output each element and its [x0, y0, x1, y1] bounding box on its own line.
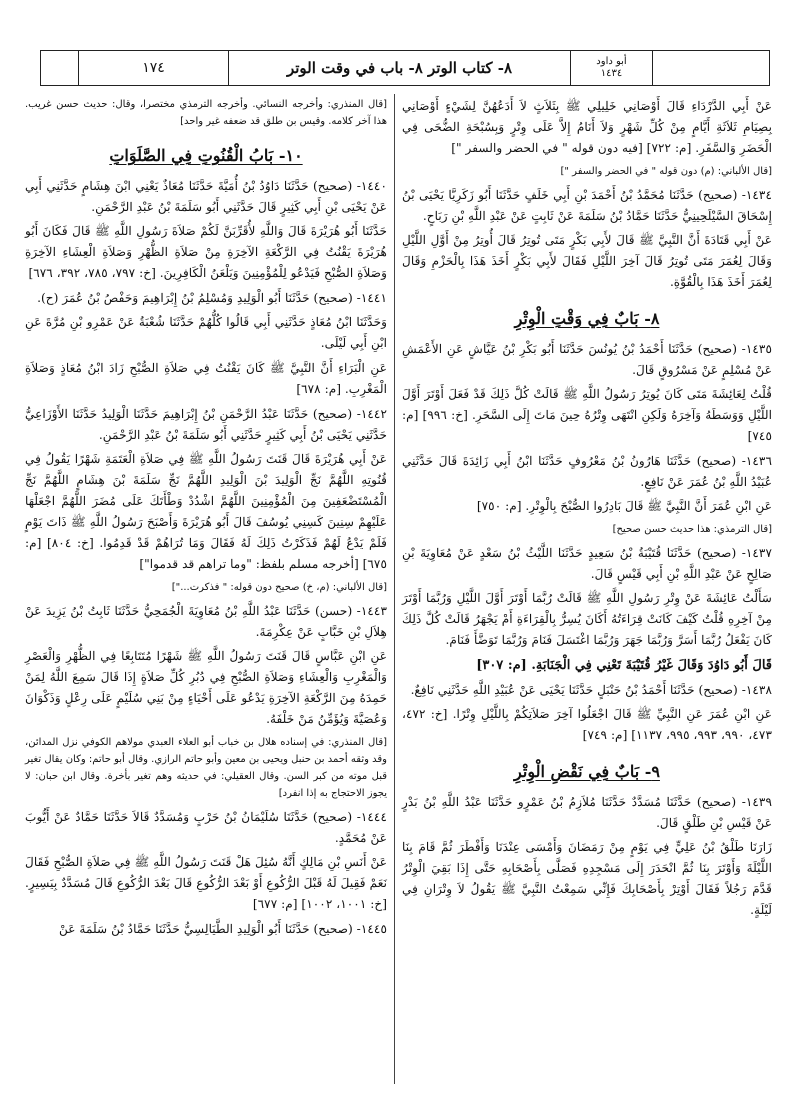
hadith-1442-text: عَنْ أَبِي هُرَيْرَةَ قَالَ قَنَتَ رَسُولُ اللَّهِ ﷺ فِي صَلاَةِ الْعَتَمَةِ شَهْرًا يَقُولُ فِي قُنُوتِهِ اللَّهُمَّ نَجِّ الْوَلِيدَ بْنَ الْوَلِيدِ اللَّهُمَّ نَجِّ سَلَمَةَ بْنَ هِشَامٍ اللَّهُمَّ نَجِّ الْمُسْتَضْعَفِينَ مِنَ الْمُؤْمِنِينَ اللَّهُمَّ اشْدُدْ وَطْأَتَكَ عَلَى مُضَرَ اللَّهُمَّ اجْعَلْهَا عَلَيْهِمْ سِنِينَ كَسِنِي يُوسُفَ قَالَ أَبُو هُرَيْرَةَ وَأَصْبَحَ رَسُولُ اللَّهِ ﷺ ذَاتَ يَوْمٍ فَلَمْ يَدْعُ لَهُمْ فَذَكَرْتُ ذَلِكَ لَهُ فَقَالَ وَمَا تُرَاهُمْ قَدْ قَدِمُوا. [خ: ٨٠٤] [م: ٦٧٥] [أخرجه مسلم بلفظ: "وما تراهم قد قدموا"]	[25, 452, 387, 571]
hadith-1442-isnad: ١٤٤٢- (صحيح) حَدَّثَنَا عَبْدُ الرَّحْمَنِ بْنُ إِبْرَاهِيمَ حَدَّثَنَا الْوَلِيدُ حَدَّثَنَا الأَوْزَاعِيُّ حَدَّثَنِي يَحْيَى بْنُ أَبِي كَثِيرٍ حَدَّثَنِي أَبُو سَلَمَةَ بْنُ عَبْدِ الرَّحْمَنِ.	[25, 407, 387, 442]
hadith-1441-isnad: ١٤٤١- (صحيح) حَدَّثَنَا أَبُو الْوَلِيدِ وَمُسْلِمُ بْنُ إِبْرَاهِيمَ وَحَفْصُ بْنُ عُمَرَ (ح).	[37, 291, 387, 305]
hadith-1437-text: سَأَلْتُ عَائِشَةَ عَنْ وِتْرِ رَسُولِ اللَّهِ ﷺ قَالَتْ رُبَّمَا أَوْتَرَ أَوَّلَ اللَّيْلِ وَرُبَّمَا أَوْتَرَ مِنْ آخِرِهِ قُلْتُ كَيْفَ كَانَتْ قِرَاءَتُهُ أَكَانَ يُسِرُّ بِالْقِرَاءَةِ أَمْ يَجْهَرُ قَالَتْ كُلَّ ذَلِكَ كَانَ يَفْعَلُ رُبَّمَا أَسَرَّ وَرُبَّمَا جَهَرَ وَرُبَّمَا اغْتَسَلَ فَنَامَ وَرُبَّمَا تَوَضَّأَ فَنَامَ.	[402, 591, 772, 647]
hadith-1438-text: عَنِ ابْنِ عُمَرَ عَنِ النَّبِيِّ ﷺ قَالَ اجْعَلُوا آخِرَ صَلاَتِكُمْ بِاللَّيْلِ وِتْرًا. [خ: ٤٧٢، ٤٧٣، ٩٩٠، ٩٩٣، ٩٩٥، ١١٣٧] [م: ٧٤٩]	[402, 707, 772, 742]
right-column	[402, 96, 772, 925]
page-header	[40, 50, 770, 86]
header-blank-left	[41, 51, 79, 85]
hadith-1436-isnad: ١٤٣٦- (صحيح) حَدَّثَنَا هَارُونُ بْنُ مَعْرُوفٍ حَدَّثَنَا ابْنُ أَبِي زَائِدَةَ قَالَ حَدَّثَنِي عُبَيْدُ اللَّهِ بْنُ عُمَرَ عَنْ نَافِعٍ.	[402, 454, 772, 489]
hadith-1435-text: قُلْتُ لِعَائِشَةَ مَتَى كَانَ يُوتِرُ رَسُولُ اللَّهِ ﷺ قَالَتْ كُلَّ ذَلِكَ قَدْ فَعَلَ أَوْتَرَ أَوَّلَ اللَّيْلِ وَوَسَطَهُ وَآخِرَهُ وَلَكِنِ انْتَهَى وِتْرُهُ حِينَ مَاتَ إِلَى السَّحَرِ. [خ: ٩٩٦] [م: ٧٤٥]	[402, 387, 772, 443]
hadith-1434-text: عَنْ أَبِي قَتَادَةَ أَنَّ النَّبِيَّ ﷺ قَالَ لأَبِي بَكْرٍ مَتَى تُوتِرُ قَالَ أُوتِرُ مِنْ أَوَّلِ اللَّيْلِ وَقَالَ لِعُمَرَ مَتَى تُوتِرُ قَالَ آخِرَ اللَّيْلِ فَقَالَ لأَبِي بَكْرٍ أَخَذَ هَذَا بِالْحَزْمِ وَقَالَ لِعُمَرَ أَخَذَ هَذَا بِالْقُوَّةِ.	[402, 233, 772, 289]
abu-dawud-remark: قَالَ أَبُو دَاوُدَ وَقَالَ غَيْرُ قُتَيْبَةَ تَعْنِي فِي الْجَنَابَةِ. [م: ٣٠٧]	[476, 658, 772, 673]
hadith-1436-text: عَنِ ابْنِ عُمَرَ أَنَّ النَّبِيَّ ﷺ قَالَ بَادِرُوا الصُّبْحَ بِالْوِتْرِ. [م: ٧٥٠]	[476, 499, 772, 513]
chapter-heading-10: ١٠- بَابُ الْقُنُوتِ فِي الصَّلَوَاتِ	[109, 146, 303, 165]
header-author-block	[571, 51, 653, 85]
book-title: ٨- كتاب الوتر ٨- باب في وقت الوتر	[229, 51, 571, 85]
hadith-1443-text: عَنِ ابْنِ عَبَّاسٍ قَالَ قَنَتَ رَسُولُ اللَّهِ ﷺ شَهْرًا مُتَتَابِعًا فِي الظُّهْرِ وَالْعَصْرِ وَالْمَغْرِبِ وَالْعِشَاءِ وَصَلاَةِ الصُّبْحِ فِي دُبُرِ كُلِّ صَلاَةٍ إِذَا قَالَ سَمِعَ اللَّهُ لِمَنْ حَمِدَهُ مِنَ الرَّكْعَةِ الآخِرَةِ يَدْعُو عَلَى أَحْيَاءٍ مِنْ بَنِي سُلَيْمٍ عَلَى رِعْلٍ وَذَكْوَانَ وَعُصَيَّةَ وَيُؤَمِّنُ مَنْ خَلْفَهُ.	[25, 649, 387, 726]
hadith-1435-isnad: ١٤٣٥- (صحيح) حَدَّثَنَا أَحْمَدُ بْنُ يُونُسَ حَدَّثَنَا أَبُو بَكْرِ بْنُ عَيَّاشٍ عَنِ الأَعْمَشِ عَنْ مُسْلِمٍ عَنْ مَسْرُوقٍ قَالَ.	[402, 342, 772, 377]
hadith-1441-text: عَنِ الْبَرَاءِ أَنَّ النَّبِيَّ ﷺ كَانَ يَقْنُتُ فِي صَلاَةِ الصُّبْحِ زَادَ ابْنُ مُعَاذٍ وَصَلاَةِ الْمَغْرِبِ. [م: ٦٧٨]	[25, 361, 387, 396]
albani-note: [قال الألباني: (م) دون قوله " في الحضر والسفر "]	[560, 166, 772, 177]
hadith-text: عَنْ أَبِي الدَّرْدَاءِ قَالَ أَوْصَانِي خَلِيلِي ﷺ بِثَلاَثٍ لاَ أَدَعُهُنَّ لِشَيْءٍ أَوْصَانِي بِصِيَامِ ثَلاَثَةِ أَيَّامٍ مِنْ كُلِّ شَهْرٍ وَلاَ أَنَامُ إِلاَّ عَلَى وِتْرٍ وَبِسُبْحَةِ الضُّحَى فِي الْحَضَرِ وَالسَّفَرِ. [م: ٧٢٢] [فيه دون قوله " في الحضر والسفر "]	[402, 99, 772, 155]
header-blank-right	[653, 51, 769, 85]
hadith-1440-isnad: ١٤٤٠- (صحيح) حَدَّثَنَا دَاوُدُ بْنُ أُمَيَّةَ حَدَّثَنَا مُعَاذٌ يَعْنِي ابْنَ هِشَامٍ حَدَّثَنِي أَبِي عَنْ يَحْيَى بْنِ أَبِي كَثِيرٍ قَالَ حَدَّثَنِي أَبُو سَلَمَةَ بْنُ عَبْدِ الرَّحْمَنِ.	[25, 179, 387, 214]
hadith-1434-isnad: ١٤٣٤- (صحيح) حَدَّثَنَا مُحَمَّدُ بْنُ أَحْمَدَ بْنِ أَبِي خَلَفٍ حَدَّثَنَا أَبُو زَكَرِيَّا يَحْيَى بْنُ إِسْحَاقَ السَّيْلَحِينِيُّ حَدَّثَنَا حَمَّادُ بْنُ سَلَمَةَ عَنْ ثَابِتٍ عَنْ عَبْدِ اللَّهِ بْنِ رَبَاحٍ.	[402, 188, 772, 223]
mundhiri-note-1443: [قال المنذري: في إسناده هلال بن خباب أبو العلاء العبدي مولاهم الكوفي نزل المدائن، وقد وثقه أحمد بن حنبل ويحيى بن معين وأبو حاتم الرازي. وقال أبو حاتم: وكان يقال تغير قبل موته من كبر السن. وقال العقيلي: في حديثه وهم تغير بأخرة. وقال ابن حبان: لا يجوز الاحتجاج به إذا انفرد]	[25, 737, 387, 799]
hadith-1445-isnad: ١٤٤٥- (صحيح) حَدَّثَنَا أَبُو الْوَلِيدِ الطَّيَالِسِيُّ حَدَّثَنَا حَمَّادُ بْنُ سَلَمَةَ عَنْ	[58, 922, 387, 936]
hadith-1441-isnad-2: وَحَدَّثَنَا ابْنُ مُعَاذٍ حَدَّثَنِي أَبِي قَالُوا كُلُّهُمْ حَدَّثَنَا شُعْبَةُ عَنْ عَمْرِو بْنِ مُرَّةَ عَنِ ابْنِ أَبِي لَيْلَى.	[25, 315, 387, 350]
hadith-1439-isnad: ١٤٣٩- (صحيح) حَدَّثَنَا مُسَدَّدٌ حَدَّثَنَا مُلاَزِمُ بْنُ عَمْرٍو حَدَّثَنَا عَبْدُ اللَّهِ بْنُ بَدْرٍ عَنْ قَيْسِ بْنِ طَلْقٍ قَالَ.	[402, 795, 772, 830]
hadith-1437-isnad: ١٤٣٧- (صحيح) حَدَّثَنَا قُتَيْبَةُ بْنُ سَعِيدٍ حَدَّثَنَا اللَّيْثُ بْنُ سَعْدٍ عَنْ مُعَاوِيَةَ بْنِ صَالِحٍ عَنْ عَبْدِ اللَّهِ بْنِ أَبِي قَيْسٍ قَالَ.	[402, 546, 772, 581]
hadith-1444-text: عَنْ أَنَسِ بْنِ مَالِكٍ أَنَّهُ سُئِلَ هَلْ قَنَتَ رَسُولُ اللَّهِ ﷺ فِي صَلاَةِ الصُّبْحِ فَقَالَ نَعَمْ فَقِيلَ لَهُ قَبْلَ الرُّكُوعِ أَوْ بَعْدَ الرُّكُوعِ قَالَ بَعْدَ الرُّكُوعِ قَالَ مُسَدَّدٌ بِيَسِيرٍ. [خ: ١٠٠١، ١٠٠٢] [م: ٦٧٧]	[25, 855, 387, 911]
chapter-heading-8: ٨- بَابٌ فِي وَقْتِ الْوِتْرِ	[514, 309, 660, 328]
hadith-1438-isnad: ١٤٣٨- (صحيح) حَدَّثَنَا أَحْمَدُ بْنُ حَنْبَلٍ حَدَّثَنَا يَحْيَى عَنْ عُبَيْدِ اللَّهِ حَدَّثَنِي نَافِعٌ.	[410, 683, 772, 697]
hadith-1440-text: حَدَّثَنَا أَبُو هُرَيْرَةَ قَالَ وَاللَّهِ لأُقَرِّبَنَّ لَكُمْ صَلاَةَ رَسُولِ اللَّهِ ﷺ قَالَ فَكَانَ أَبُو هُرَيْرَةَ يَقْنُتُ فِي الرَّكْعَةِ الآخِرَةِ مِنْ صَلاَةِ الظُّهْرِ وَصَلاَةِ الْعِشَاءِ الآخِرَةِ وَصَلاَةِ الصُّبْحِ فَيَدْعُو لِلْمُؤْمِنِينَ وَيَلْعَنُ الْكَافِرِينَ. [خ: ٧٩٧، ٧٨٥، ٣٩٢، ٦٧٦]	[25, 224, 387, 280]
volume-ref: ١٤٣٤	[600, 68, 623, 79]
albani-note-1442: [قال الألباني: (م، خ) صحيح دون قوله: " فذكرت..."]	[171, 582, 387, 593]
mundhiri-note: [قال المنذري: وأخرجه النسائي. وأخرجه الترمذي مختصرا، وقال: حديث حسن غريب. هذا آخر كلامه. وقيس بن طلق قد ضعفه غير واحد]	[25, 99, 387, 127]
chapter-heading-9: ٩- بَابٌ فِي نَقْضِ الْوِتْرِ	[514, 762, 660, 781]
hadith-1439-text: زَارَنَا طَلْقُ بْنُ عَلِيٍّ فِي يَوْمٍ مِنْ رَمَضَانَ وَأَمْسَى عِنْدَنَا وَأَفْطَرَ ثُمَّ قَامَ بِنَا اللَّيْلَةَ وَأَوْتَرَ بِنَا ثُمَّ انْحَدَرَ إِلَى مَسْجِدِهِ فَصَلَّى بِأَصْحَابِهِ حَتَّى إِذَا بَقِيَ الْوِتْرُ قَدَّمَ رَجُلاً فَقَالَ أَوْتِرْ بِأَصْحَابِكَ فَإِنِّي سَمِعْتُ النَّبِيَّ ﷺ يَقُولُ لاَ وِتْرَانِ فِي لَيْلَةٍ.	[402, 840, 772, 917]
column-divider	[394, 94, 395, 1084]
page-number: ١٧٤	[79, 51, 229, 85]
hadith-1443-isnad: ١٤٤٣- (حسن) حَدَّثَنَا عَبْدُ اللَّهِ بْنُ مُعَاوِيَةَ الْجُمَحِيُّ حَدَّثَنَا ثَابِتُ بْنُ يَزِيدَ عَنْ هِلاَلِ بْنِ خَبَّابٍ عَنْ عِكْرِمَةَ.	[25, 604, 387, 639]
tirmidhi-note: [قال الترمذي: هذا حديث حسن صحيح]	[612, 524, 772, 535]
hadith-1444-isnad: ١٤٤٤- (صحيح) حَدَّثَنَا سُلَيْمَانُ بْنُ حَرْبٍ وَمُسَدَّدٌ قَالاَ حَدَّثَنَا حَمَّادٌ عَنْ أَيُّوبَ عَنْ مُحَمَّدٍ.	[25, 810, 387, 845]
author-name: أبو داود	[596, 56, 627, 67]
left-column	[25, 96, 387, 943]
